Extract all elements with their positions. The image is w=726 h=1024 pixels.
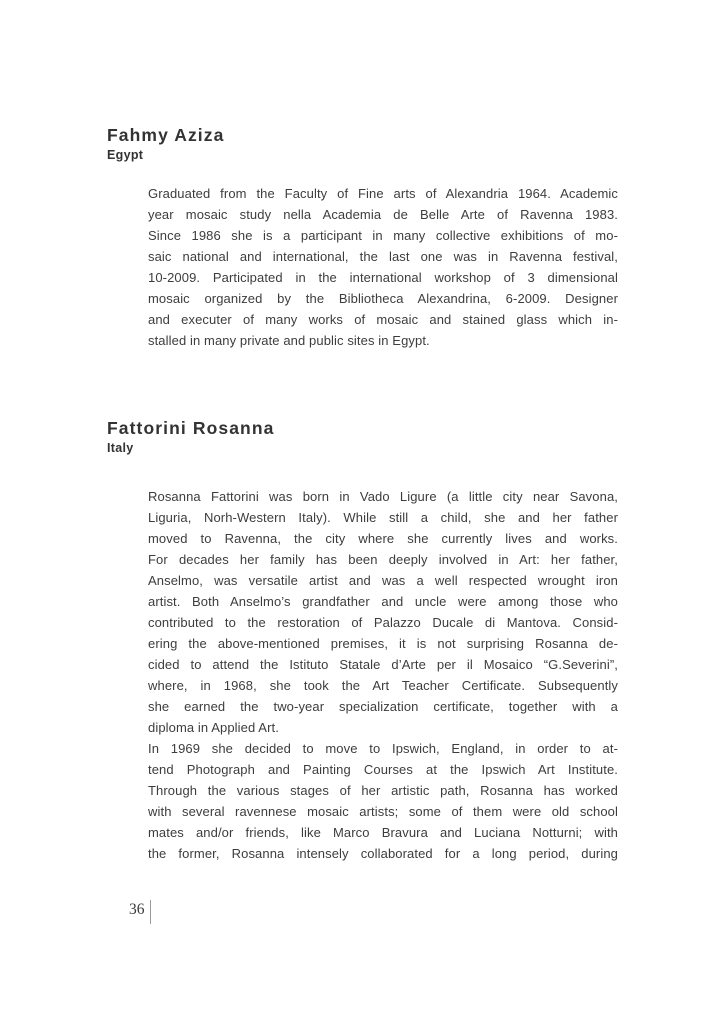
bio-paragraph — [148, 486, 618, 738]
text-line: where, in 1968, she took the Art Teacher Certificate. Subsequently — [148, 678, 618, 693]
text-line: contributed to the restoration of Palazzo Ducale di Mantova. Consid- — [148, 615, 618, 630]
text-line: Graduated from the Faculty of Fine arts of Alexandria 1964. Academic — [148, 186, 618, 201]
text-line: Since 1986 she is a participant in many collective exhibitions of mo- — [148, 228, 618, 243]
bio-paragraph — [148, 738, 618, 864]
text-line: diploma in Applied Art. — [148, 720, 279, 735]
text-line: Liguria, Norh-Western Italy). While still a child, she and her father — [148, 510, 618, 525]
text-line: Rosanna Fattorini was born in Vado Ligure (a little city near Savona, — [148, 489, 618, 504]
text-line: ering the above-mentioned premises, it is not surprising Rosanna de- — [148, 636, 618, 651]
text-line: artist. Both Anselmo’s grandfather and uncle were among those who — [148, 594, 618, 609]
text-line: the former, Rosanna intensely collaborated for a long period, during — [148, 846, 618, 861]
page-footer — [129, 898, 151, 924]
artist-country: Italy — [107, 441, 134, 455]
artist-bio — [148, 183, 618, 351]
text-line: moved to Ravenna, the city where she currently lives and works. — [148, 531, 618, 546]
text-line: Anselmo, was versatile artist and was a well respected wrought iron — [148, 573, 618, 588]
text-line: stalled in many private and public sites in Egypt. — [148, 333, 430, 348]
bio-paragraph — [148, 183, 618, 351]
text-line: 10-2009. Participated in the international workshop of 3 dimensional — [148, 270, 618, 285]
text-line: mates and/or friends, like Marco Bravura and Luciana Notturni; with — [148, 825, 618, 840]
text-line: mosaic organized by the Bibliotheca Alexandrina, 6-2009. Designer — [148, 291, 618, 306]
entry-header-fattorini-rosanna — [107, 417, 274, 456]
entry-header-fahmy-aziza — [107, 124, 224, 163]
page-number: 36 — [129, 901, 145, 918]
text-line: tend Photograph and Painting Courses at the Ipswich Art Institute. — [148, 762, 618, 777]
text-line: saic national and international, the last one was in Ravenna festival, — [148, 249, 618, 264]
text-line: In 1969 she decided to move to Ipswich, England, in order to at- — [148, 741, 618, 756]
artist-bio — [148, 486, 618, 864]
text-line: cided to attend the Istituto Statale d’Arte per il Mosaico “G.Severini”, — [148, 657, 618, 672]
text-line: year mosaic study nella Academia de Belle Arte of Ravenna 1983. — [148, 207, 618, 222]
artist-name: Fahmy Aziza — [107, 125, 225, 145]
artist-country: Egypt — [107, 148, 144, 162]
footer-divider — [150, 900, 151, 924]
text-line: For decades her family has been deeply involved in Art: her father, — [148, 552, 618, 567]
text-line: with several ravennese mosaic artists; some of them were old school — [148, 804, 618, 819]
artist-name: Fattorini Rosanna — [107, 418, 275, 438]
text-line: she earned the two-year specialization certificate, together with a — [148, 699, 618, 714]
text-line: and executer of many works of mosaic and stained glass which in- — [148, 312, 618, 327]
text-line: Through the various stages of her artistic path, Rosanna has worked — [148, 783, 618, 798]
